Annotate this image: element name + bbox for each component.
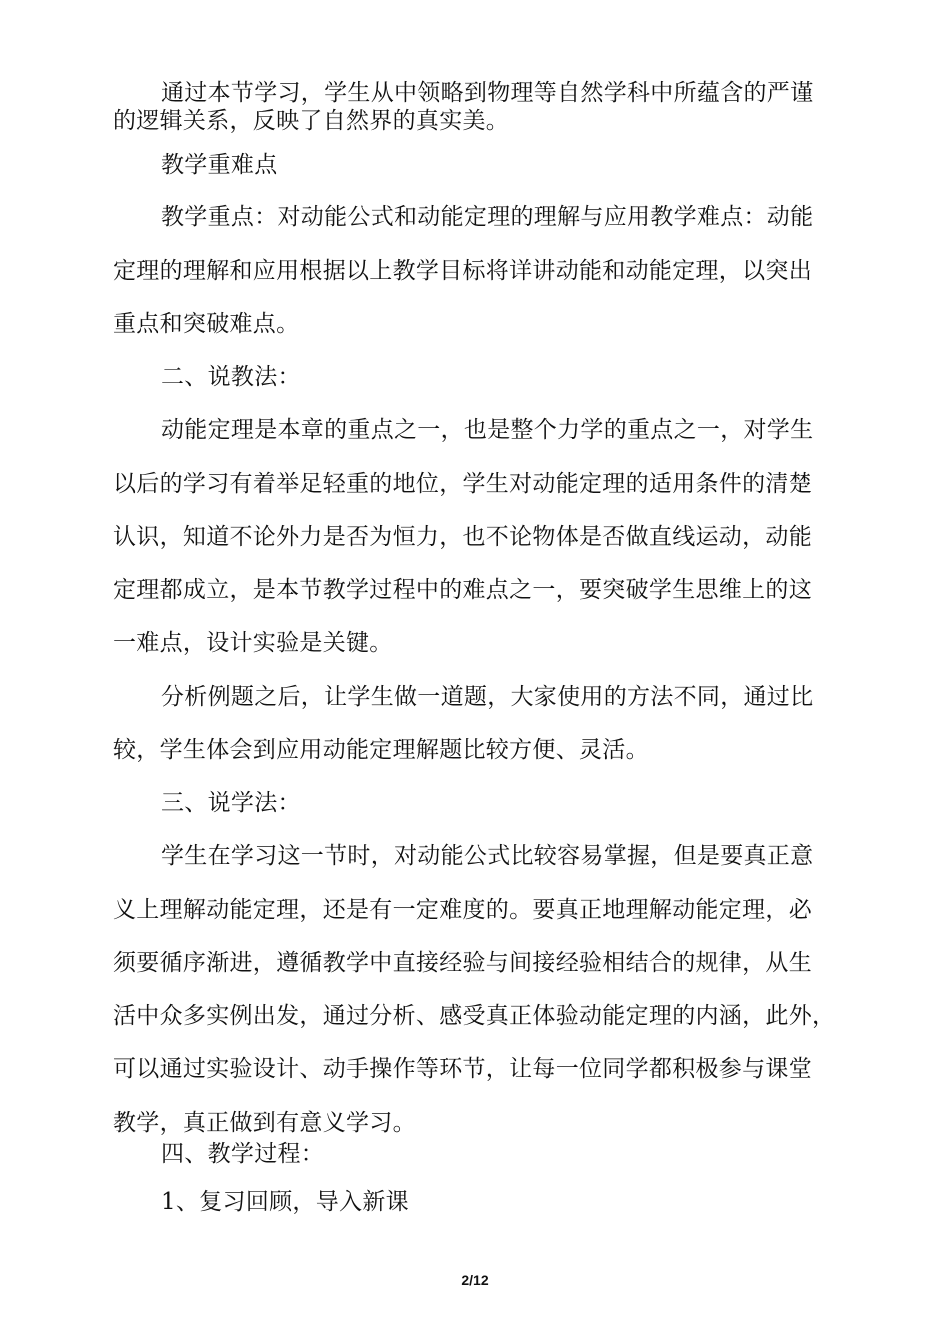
- section-heading: 四、教学过程：: [161, 1141, 325, 1167]
- text-line: 义上理解动能定理，还是有一定难度的。要真正地理解动能定理，必: [113, 897, 812, 923]
- text-line: 一难点，设计实验是关键。: [113, 630, 393, 656]
- text-line: 教学，真正做到有意义学习。: [113, 1110, 416, 1136]
- text-line: 活中众多实例出发，通过分析、感受真正体验动能定理的内涵，此外，: [113, 1003, 836, 1029]
- text-line: 1、复习回顾，导入新课: [161, 1189, 409, 1215]
- text-line: 学生在学习这一节时，对动能公式比较容易掌握，但是要真正意: [161, 843, 814, 869]
- text-line: 教学重点：对动能公式和动能定理的理解与应用教学难点：动能: [161, 204, 814, 230]
- section-heading: 教学重难点: [161, 152, 278, 178]
- section-heading: 三、说学法：: [161, 790, 301, 816]
- text-line: 以后的学习有着举足轻重的地位，学生对动能定理的适用条件的清楚: [113, 471, 812, 497]
- text-line: 较，学生体会到应用动能定理解题比较方便、灵活。: [113, 737, 649, 763]
- text-line: 分析例题之后，让学生做一道题，大家使用的方法不同，通过比: [161, 684, 814, 710]
- text-line: 动能定理是本章的重点之一，也是整个力学的重点之一，对学生: [161, 417, 814, 443]
- text-line: 定理都成立，是本节教学过程中的难点之一，要突破学生思维上的这: [113, 577, 812, 603]
- text-line: 重点和突破难点。: [113, 311, 300, 337]
- text-line: 的逻辑关系，反映了自然界的真实美。: [113, 108, 510, 134]
- section-heading: 二、说教法：: [161, 364, 301, 390]
- text-line: 定理的理解和应用根据以上教学目标将详讲动能和动能定理，以突出: [113, 258, 812, 284]
- text-line: 通过本节学习，学生从中领略到物理等自然学科中所蕴含的严谨: [161, 80, 814, 106]
- text-line: 认识，知道不论外力是否为恒力，也不论物体是否做直线运动，动能: [113, 524, 812, 550]
- page-number: 2/12: [461, 1272, 489, 1288]
- text-line: 须要循序渐进，遵循教学中直接经验与间接经验相结合的规律，从生: [113, 950, 812, 976]
- text-line: 可以通过实验设计、动手操作等环节，让每一位同学都积极参与课堂: [113, 1056, 812, 1082]
